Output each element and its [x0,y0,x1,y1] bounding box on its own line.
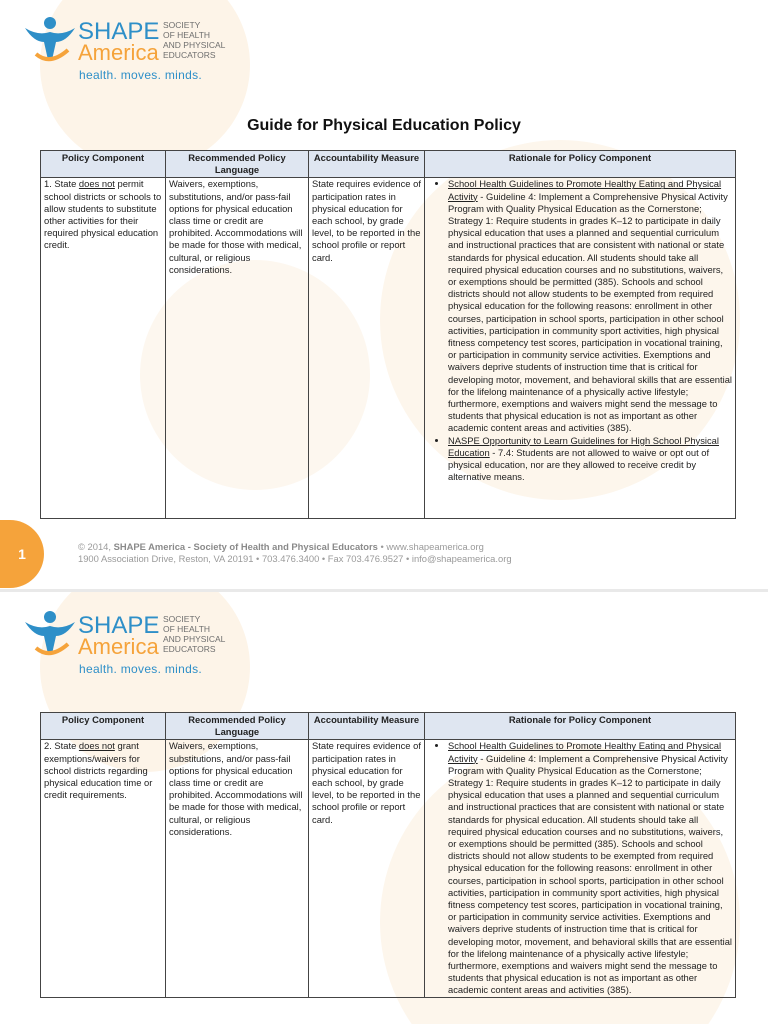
header-policy-component: Policy Component [41,151,166,178]
policy-table [40,712,736,998]
list-item-text: - 7.4: Students are not allowed to waive or opt out of physical education, nor are they allowed to receive credit by alternative means. [448,446,710,483]
policy-table [40,150,736,519]
page-number-badge: 1 [0,520,44,588]
document-title: Guide for Physical Education Policy [247,117,521,134]
logo-society-text: SOCIETY OF HEALTH AND PHYSICAL EDUCATORS [163,20,226,60]
logo-tagline: health. moves. minds. [79,68,203,82]
person-icon [22,14,78,66]
shape-america-logo [22,608,242,688]
component-emphasis: does not [78,740,115,752]
rationale-cell [425,178,736,519]
logo-tagline: health. moves. minds. [79,662,203,676]
table-header-row [41,713,736,740]
logo-shape-text: SHAPE [78,612,160,639]
component-text: 1. State [44,178,79,190]
policy-component-cell [41,740,166,997]
guideline-link[interactable]: School Health Guidelines to Promote Healthy Eating and Physical Activity [448,178,722,202]
logo-society-text: SOCIETY OF HEALTH AND PHYSICAL EDUCATORS [163,614,226,654]
component-text: grant exemptions/waivers for school districts regarding physical education time or credit requirements. [44,740,153,801]
list-item [448,178,732,434]
component-text: permit school districts or schools to allow students to substitute other activities for their required physical education credit. [44,178,162,251]
accountability-cell: State requires evidence of participation rates in physical education for each school, by grade level, to be reported in the school profile or report card. [309,740,425,997]
table-row [41,740,736,997]
list-item-text: - Guideline 4: Implement a Comprehensive Physical Activity Program with Quality Physical Education as the Cornerstone; Strategy 1: Require students in grades K–12 to participate in daily physical education that uses a planned and sequential curriculum and instructional practices that are consistent with national or state standards for physical education. All students should take all required physical education courses and no substitutions, waivers, or exemptions should be permitted (385). Schools and school districts should not allow students to be exempted from required physical education for the following reasons: enrollment in other courses, participation in school sports, participation in other school activities, participation in community sport activities, high physical fitness competency test scores, participation in vocational training, or participation in community service activities. Exemptions and waivers deprive students of instruction time that is critical for developing motor, movement, and behavioral skills that are essential for the lifelong maintenance of a physically active lifestyle; furthermore, exemptions and waivers might send the message to students that physical education is not as important as other academic content areas and activities (385). [448,190,733,434]
policy-component-cell [41,178,166,519]
footer-address: 1900 Association Drive, Reston, VA 20191 • 703.476.3400 • Fax 703.476.9527 • info@shapeamerica.org [78,553,512,564]
table-header-row [41,151,736,178]
shape-america-logo [22,14,242,94]
policy-language-cell: Waivers, exemptions, substitutions, and/or pass-fail options for physical education class time or credit are prohibited. Accommodations will be made for those with medical, cultural, or religious considerations. [166,740,309,997]
page-footer [78,541,512,565]
component-emphasis: does not [78,178,115,190]
header-recommended-language: Recommended Policy Language [166,713,309,740]
header-rationale: Rationale for Policy Component [425,151,736,178]
page-2 [0,592,768,1024]
table-row [41,178,736,519]
header-policy-component: Policy Component [41,713,166,740]
footer-org: SHAPE America - Society of Health and Physical Educators [113,541,378,552]
guideline-link[interactable]: NASPE Opportunity to Learn Guidelines for High School Physical Education [448,434,719,458]
guideline-link[interactable]: School Health Guidelines to Promote Healthy Eating and Physical Activity [448,740,722,764]
accountability-cell: State requires evidence of participation rates in physical education for each school, by grade level, to be reported in the school profile or report card. [309,178,425,519]
footer-website[interactable]: • www.shapeamerica.org [377,541,484,552]
list-item-text: - Guideline 4: Implement a Comprehensive Physical Activity Program with Quality Physical Education as the Cornerstone; Strategy 1: Require students in grades K–12 to participate in daily physical education that uses a planned and sequential curriculum and instructional practices that are consistent with national or state standards for physical education. All students should take all required physical education courses and no substitutions, waivers, or exemptions should be permitted (385). Schools and school districts should not allow students to be exempted from required physical education for the following reasons: enrollment in other courses, participation in school sports, participation in other school activities, participation in community sport activities, high physical fitness competency test scores, participation in vocational training, or participation in community service activities. Exemptions and waivers deprive students of instruction time that is critical for developing motor, movement, and behavioral skills that are essential for the lifelong maintenance of a physically active lifestyle; furthermore, exemptions and waivers might send the message to students that physical education is not as important as other academic content areas and activities (385). [448,752,733,996]
person-icon [22,608,78,660]
header-recommended-language: Recommended Policy Language [166,151,309,178]
header-rationale: Rationale for Policy Component [425,713,736,740]
rationale-list [428,178,732,483]
header-accountability: Accountability Measure [309,151,425,178]
footer-copyright: © 2014, [78,541,114,552]
list-item [448,740,732,996]
policy-language-cell: Waivers, exemptions, substitutions, and/or pass-fail options for physical education class time or credit are prohibited. Accommodations will be made for those with medical, cultural, or religious considerations. [166,178,309,519]
logo-shape-text: SHAPE [78,18,160,45]
rationale-list [428,740,732,996]
component-text: 2. State [44,740,79,752]
logo-america-text: America [78,634,159,659]
header-accountability: Accountability Measure [309,713,425,740]
rationale-cell [425,740,736,997]
list-item [448,435,732,484]
logo-america-text: America [78,40,159,65]
